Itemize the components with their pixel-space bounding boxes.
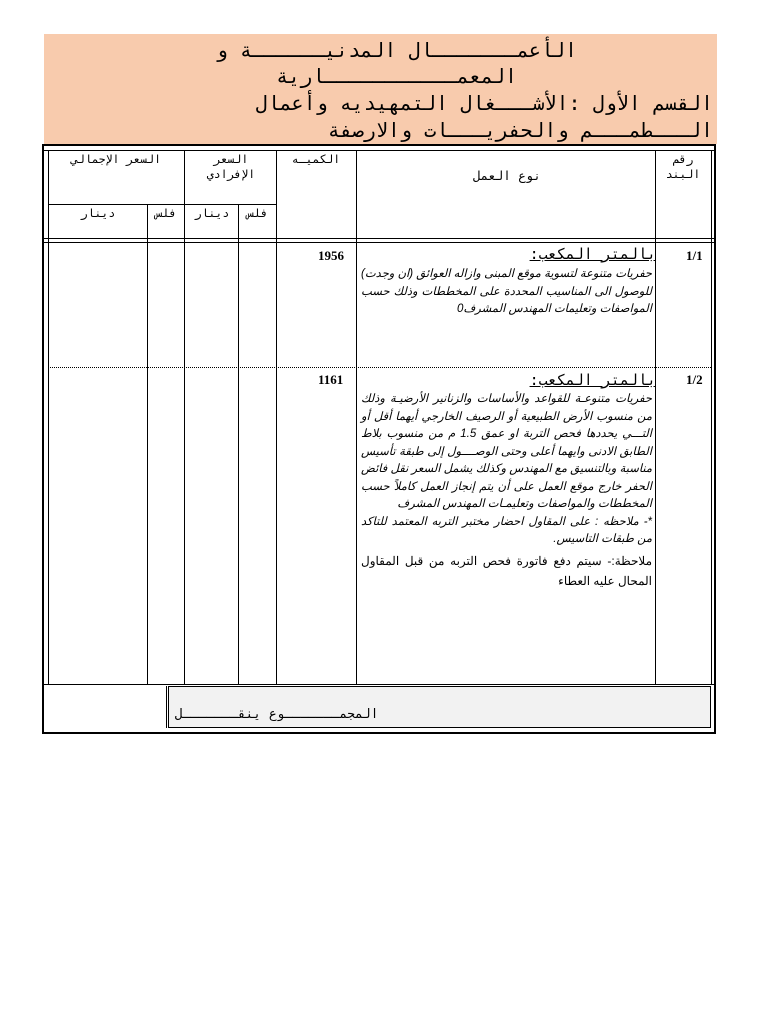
body-bottom-line	[44, 684, 714, 685]
item-no: 1/1	[686, 248, 703, 263]
col-divider-unit-price	[184, 150, 185, 684]
col-divider-total-fils	[147, 204, 148, 684]
title-line-2: المعمـــــــــــارية	[276, 64, 517, 88]
col-divider-description	[356, 150, 357, 684]
header-subdivider	[48, 204, 276, 205]
section-title-block	[44, 34, 717, 144]
item-note: *- ملاحظه : على المقاول احضار مختبر التربه المعتمد للتاكد من طبقات التاسيس.	[361, 515, 652, 545]
item-description-text: حفريات متنوعة لتسوية موقع المبنى وازاله العوائق (ان وجدت) للوصول الى المناسيب المحددة على المخططات وذلك حسب المواصفات وتعليمات المهندس المشرف0	[361, 268, 652, 315]
table-inner-top-border	[44, 150, 714, 151]
header-unit-dinar: دينار	[194, 206, 230, 220]
item-unit-heading	[530, 245, 656, 263]
item-row-divider	[48, 367, 711, 368]
col-divider-quantity	[276, 150, 277, 684]
header-quantity: الكميـه	[291, 152, 341, 166]
col-divider-item-no	[655, 150, 656, 684]
header-bottom-line-1	[44, 238, 714, 239]
item-unit-label: بالمتر المكعب:	[529, 371, 656, 389]
header-bottom-line-2	[44, 242, 714, 243]
col-divider-unit-fils	[238, 204, 239, 684]
header-item-no: رقم البند	[665, 152, 701, 181]
carried-total-row	[168, 686, 711, 728]
carried-total-label: المجمـــــــوع ينقـــــــل	[175, 707, 379, 722]
item-quantity: 1161	[318, 372, 344, 387]
col-divider-right-inner	[711, 150, 712, 684]
header-total-dinar: دينار	[80, 206, 116, 220]
footer-divider	[166, 686, 167, 728]
item-unit-heading	[530, 371, 656, 389]
title-line-4: الـــطمـــم والحفريـــات والارصفة	[327, 118, 713, 142]
col-divider-left-inner	[48, 150, 49, 684]
item-description	[361, 266, 652, 319]
header-total-price: السعر الإجمالي	[70, 152, 161, 166]
item-description-text: حفريات متنوعـة للقواعد والأساسات والزنانير الأرضيـة وذلك من منسوب الأرض الطبيعية أو الرصيف الخارجي أيهما أقل أو التـــي يحددها فحص التربة او عمق 1.5 م من منسوب بلاط الطابق الادنى وايهما أعلى وحتى الوصــــول إلى طبقة تأسيس مناسبة وبالتنسيق مع المهندس وكذلك يشمل السعر نقل فائض الحفر خارج موقع العمل على أن يتم إنجاز العمل كاملاً حسب المخططات والمواصفات وتعليمـات المهندس المشرف	[361, 393, 652, 510]
item-unit-label: بالمتر المكعب:	[529, 245, 656, 263]
item-description	[361, 391, 652, 591]
item-note: ملاحظة:- سيتم دفع فاتورة فحص التربه من قبل المقاول المحال عليه العطاء	[361, 553, 652, 588]
header-total-fils: فلس	[155, 206, 177, 220]
header-unit-fils: فلس	[247, 206, 268, 220]
header-description: نوع العمل	[473, 168, 541, 183]
title-line-1: الأعمـــــــال المدنيــــــة و	[215, 38, 577, 62]
item-no: 1/2	[686, 372, 703, 387]
title-line-3: القسم الأول :الأشـــغال التمهيديه وأعمال	[255, 91, 713, 115]
item-quantity: 1956	[318, 248, 344, 263]
header-unit-price: السعر الإفرادي	[206, 152, 256, 181]
